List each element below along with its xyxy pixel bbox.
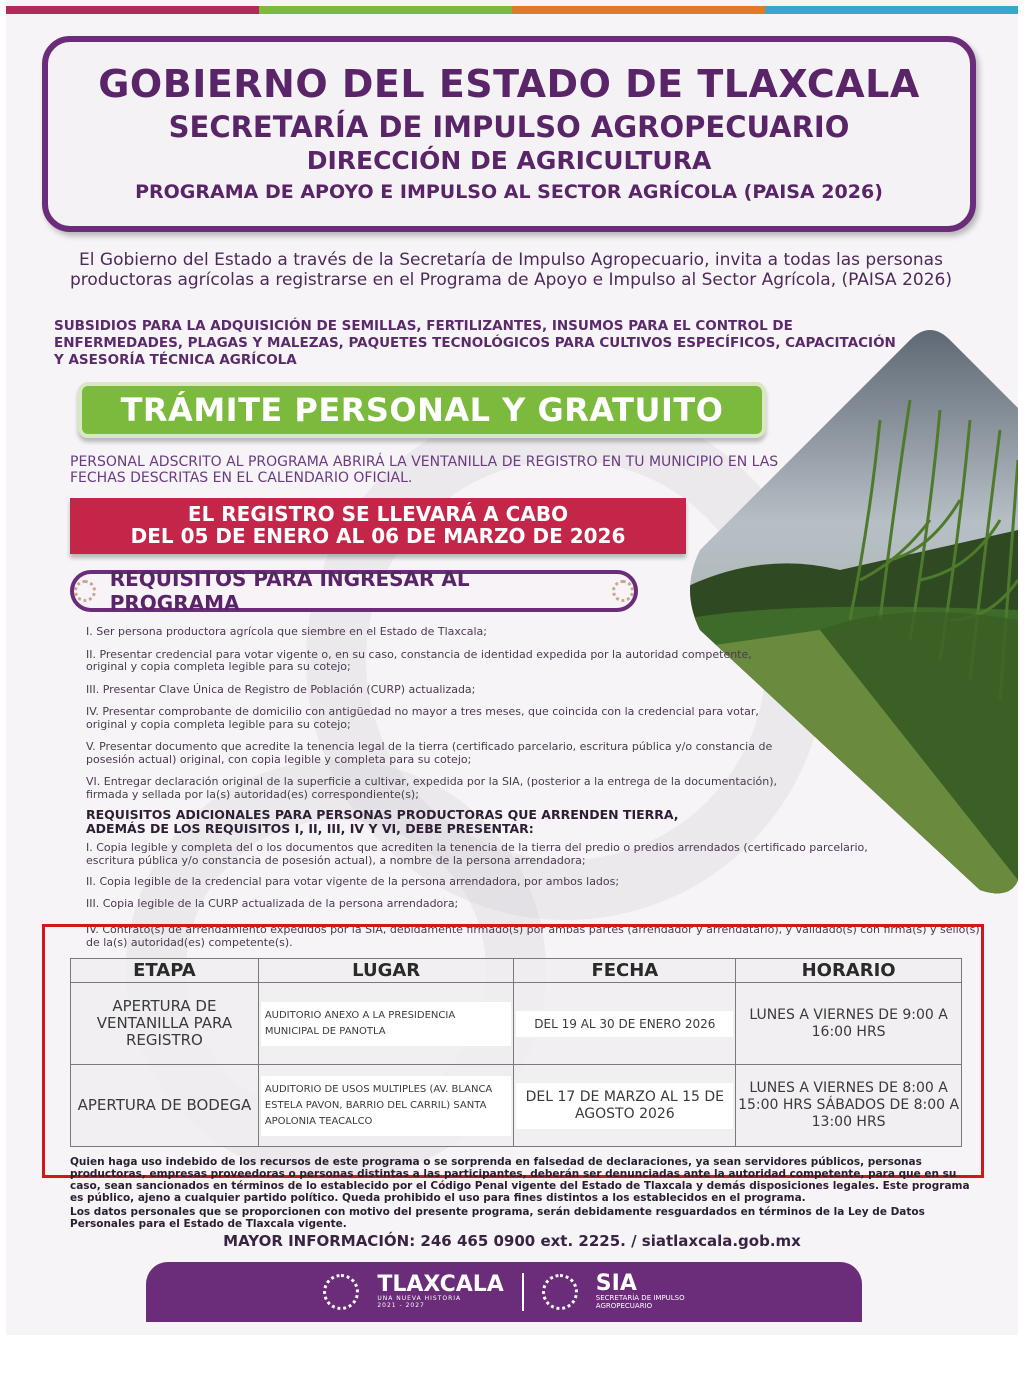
cell-fecha (514, 983, 736, 1065)
privacy-notice: Los datos personales que se proporcionen con motivo del presente programa, serán debidamente resguardados en términos de la Ley de Datos Personales para el Estado de Tlaxcala vigente. (70, 1206, 925, 1230)
sia-name: SIA (595, 1271, 637, 1296)
sia-sub2: AGROPECUARIO (595, 1302, 653, 1310)
col-etapa: ETAPA (71, 959, 259, 983)
registro-line2: DEL 05 DE ENERO AL 06 DE MARZO DE 2026 (130, 524, 626, 548)
tlaxcala-brand (377, 1272, 504, 1309)
divider (522, 1273, 524, 1311)
legal-notice: Quien haga uso indebido de los recursos de este programa o se sorprenda en falsedad de declaraciones, ya sean servidores públicos, personas productoras, empresas proveedoras o personas distintas a las participantes, deberán ser denunciadas ante la autoridad competente, para que en su caso, sean sancionados en términos de lo establecido por el Código Penal vigente del Estado de Tlaxcala y demás disposiciones legales. Este programa es público, ajeno a cualquier partido político. Queda prohibido el uso para fines distintos a los establecidos en el programa. (70, 1156, 970, 1204)
subsidios-text: SUBSIDIOS PARA LA ADQUISICIÓN DE SEMILLAS, FERTILIZANTES, INSUMOS PARA EL CONTROL DE ENFERMEDADES, PLAGAS Y MALEZAS, PAQUETES TECNOLÓGICOS PARA CULTIVOS ESPECÍFICOS, CAPACITACIÓN Y ASESORÍA TÉCNICA AGRÍCOLA (54, 318, 896, 368)
poster (6, 0, 1018, 1335)
requisitos-heading (70, 567, 638, 615)
cell-fecha-text: DEL 19 AL 30 DE ENERO 2026 (516, 1011, 733, 1037)
contact-info: MAYOR INFORMACIÓN: 246 465 0900 ext. 2225. / siatlaxcala.gob.mx (223, 1232, 801, 1250)
cell-etapa: APERTURA DE VENTANILLA PARA REGISTRO (71, 983, 259, 1065)
list-item: VI. Entregar declaración original de la superficie a cultivar, expedida por la SIA, (posterior a la entrega de la documentación), firmada y sellada por la(s) autoridad(es) correspondiente(s); (86, 775, 778, 801)
requisitos-title: REQUISITOS PARA INGRESAR AL PROGRAMA (109, 567, 470, 615)
intro-text: El Gobierno del Estado a través de la Secretaría de Impulso Agropecuario, invita a todas las personas productoras agrícolas a registrarse en el Programa de Apoyo e Impulso al Sector Agrícola, (PAISA 2026) (70, 250, 952, 290)
cell-fecha-text: DEL 17 DE MARZO AL 15 DE AGOSTO 2026 (516, 1083, 733, 1129)
cell-lugar (258, 983, 514, 1065)
adicionales-list (86, 842, 886, 919)
schedule-table (70, 958, 962, 1147)
header-title: GOBIERNO DEL ESTADO DE TLAXCALA (98, 62, 920, 106)
personal-text: PERSONAL ADSCRITO AL PROGRAMA ABRIRÁ LA VENTANILLA DE REGISTRO EN TU MUNICIPIO EN LAS FECHAS DESCRITAS EN EL CALENDARIO OFICIAL. (70, 454, 779, 486)
table-row (71, 1065, 962, 1147)
tlaxcala-logo-icon (323, 1274, 359, 1310)
col-lugar: LUGAR (258, 959, 514, 983)
brand-years: 2021 - 2027 (377, 1302, 425, 1309)
list-item: II. Presentar credencial para votar vigente o, en su caso, constancia de identidad expedida por la autoridad competente, original y copia completa legible para su cotejo; (86, 647, 752, 673)
list-item: I. Copia legible y completa del o los documentos que acrediten la tenencia de la tierra del predio o predios arrendados (certificado parcelario, escritura pública y/o constancia de posesión actual), a nombre de la persona arrendadora; (86, 841, 868, 867)
header-box (42, 36, 976, 232)
table-header-row (71, 959, 962, 983)
list-item: III. Copia legible de la CURP actualizada de la persona arrendadora; (86, 896, 459, 910)
registro-banner (70, 498, 686, 554)
flower-icon (612, 580, 634, 602)
list-item: V. Presentar documento que acredite la tenencia legal de la tierra (certificado parcelario, escritura pública y/o constancia de posesión actual) original, con copia legible y completa para su cotejo; (86, 740, 773, 766)
brand-name: TLAXCALA (377, 1272, 504, 1297)
header-direccion: DIRECCIÓN DE AGRICULTURA (306, 146, 712, 175)
footer-banner (146, 1262, 862, 1322)
list-item: IV. Contrato(s) de arrendamiento expedidos por la SIA, debidamente firmado(s) por ambas partes (arrendador y arrendatario), y validado(s) con firma(s) y sello(s) de la(s) autoridad(es) competente(s). (86, 923, 980, 949)
cell-lugar-text: AUDITORIO ANEXO A LA PRESIDENCIA MUNICIPAL DE PANOTLA (261, 1002, 512, 1046)
cell-horario: LUNES A VIERNES DE 8:00 A 15:00 HRS SÁBADOS DE 8:00 A 13:00 HRS (736, 1065, 962, 1147)
adicionales-title: REQUISITOS ADICIONALES PARA PERSONAS PRODUCTORAS QUE ARRENDEN TIERRA, ADEMÁS DE LOS REQUISITOS I, II, III, IV Y VI, DEBE PRESENTAR: (86, 807, 679, 836)
list-item: IV. Presentar comprobante de domicilio con antigüedad no mayor a tres meses, que coincida con la credencial para votar, original y copia completa legible para su cotejo; (86, 705, 759, 731)
cell-lugar-text: AUDITORIO DE USOS MULTIPLES (AV. BLANCA ESTELA PAVON, BARRIO DEL CARRIL) SANTA APOLONIA TEACALCO (261, 1076, 512, 1136)
header-secretaria: SECRETARÍA DE IMPULSO AGROPECUARIO (168, 110, 850, 144)
list-item: I. Ser persona productora agrícola que siembre en el Estado de Tlaxcala; (86, 625, 488, 638)
cell-horario: LUNES A VIERNES DE 9:00 A 16:00 HRS (736, 983, 962, 1065)
flower-icon (74, 580, 96, 602)
cell-fecha (514, 1065, 736, 1147)
registro-line1: EL REGISTRO SE LLEVARÁ A CABO (187, 502, 569, 526)
col-fecha: FECHA (514, 959, 736, 983)
tramite-banner: TRÁMITE PERSONAL Y GRATUITO (78, 382, 766, 438)
cell-etapa: APERTURA DE BODEGA (71, 1065, 259, 1147)
color-bar (6, 6, 1018, 14)
brand-tagline: UNA NUEVA HISTORIA (377, 1295, 462, 1302)
cornfield-photo (680, 320, 1018, 902)
requisitos-list (86, 626, 786, 811)
header-programa: PROGRAMA DE APOYO E IMPULSO AL SECTOR AGRÍCOLA (PAISA 2026) (135, 181, 883, 203)
table-row (71, 983, 962, 1065)
list-item: II. Copia legible de la credencial para votar vigente de la persona arrendadora, por ambos lados; (86, 875, 620, 888)
sia-sub1: SECRETARÍA DE IMPULSO (595, 1294, 685, 1302)
col-horario: HORARIO (736, 959, 962, 983)
cell-lugar (258, 1065, 514, 1147)
sia-brand (595, 1271, 685, 1310)
list-item: III. Presentar Clave Única de Registro de Población (CURP) actualizada; (86, 682, 476, 696)
sia-logo-icon (542, 1274, 578, 1310)
